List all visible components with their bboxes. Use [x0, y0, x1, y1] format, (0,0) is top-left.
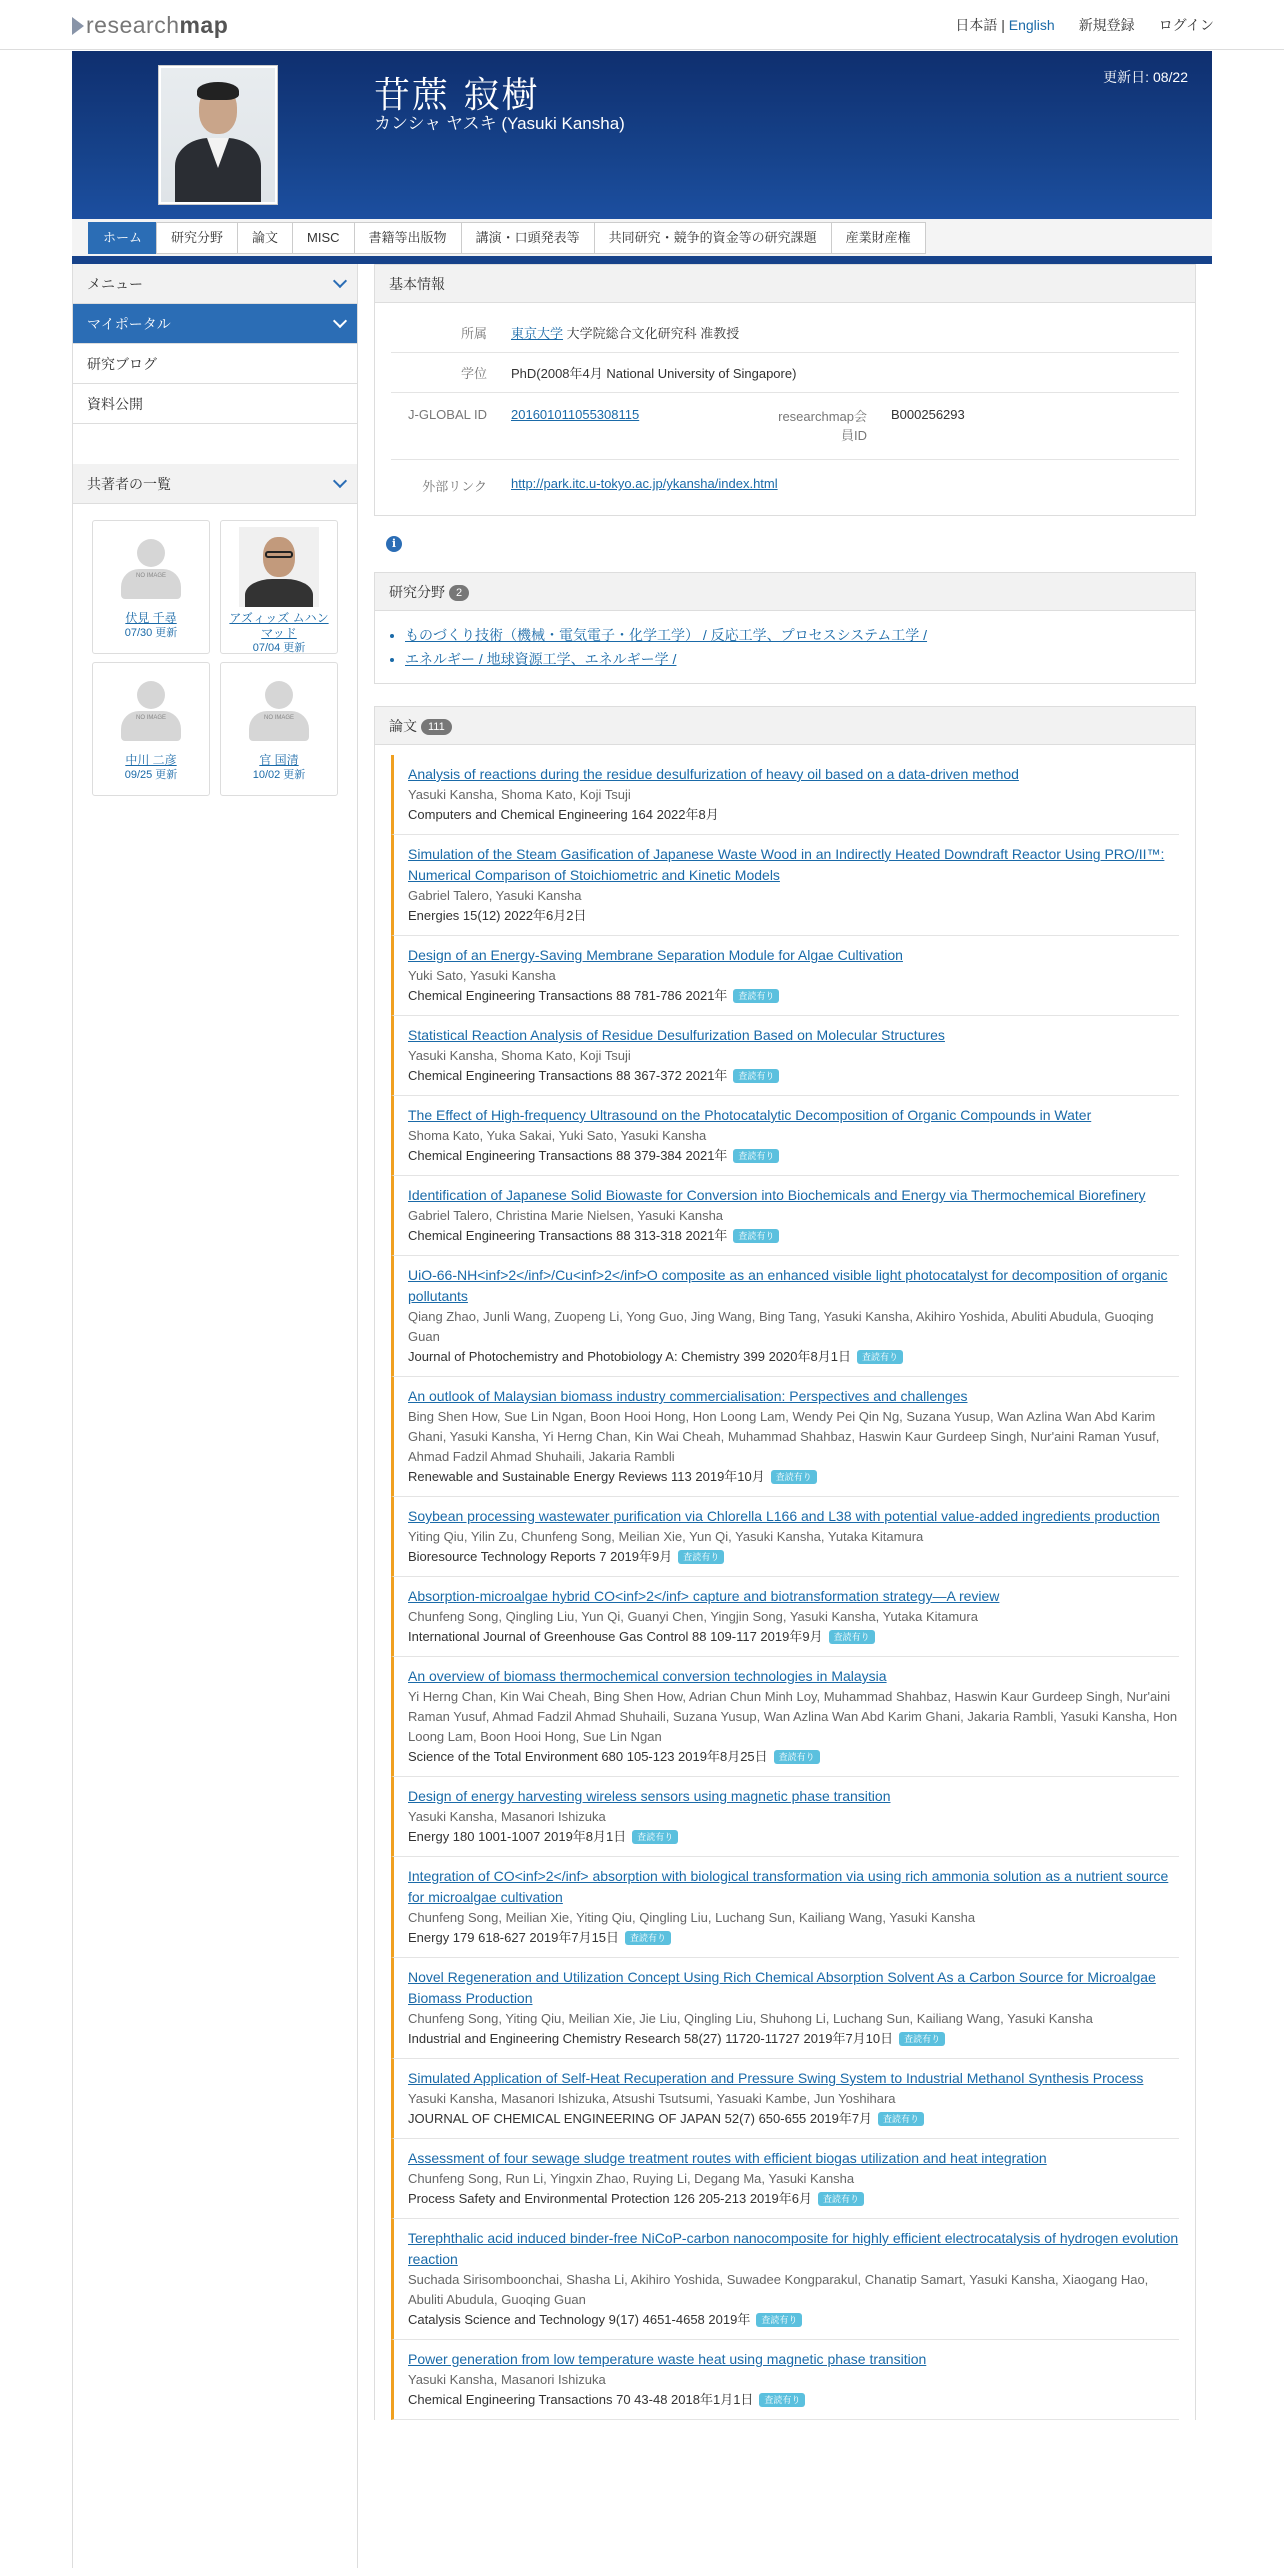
paper-title-link[interactable]: Assessment of four sewage sludge treatment routes with efficient biogas utilization and heat integration: [408, 2150, 1047, 2166]
list-item: [391, 1958, 1179, 2059]
peer-reviewed-badge: 査読有り: [756, 2313, 802, 2327]
coauthors-label: 共著者の一覧: [87, 476, 171, 492]
research-fields-title: 研究分野: [389, 584, 445, 600]
research-fields-list: [375, 611, 1195, 683]
affiliation-label: 所属: [460, 326, 487, 341]
paper-title-link[interactable]: Analysis of reactions during the residue desulfurization of heavy oil based on a data-driven method: [408, 766, 1019, 782]
list-item: [391, 1777, 1179, 1857]
paper-title-link[interactable]: Simulated Application of Self-Heat Recuperation and Pressure Swing System to Industrial Methanol Synthesis Process: [408, 2070, 1144, 2086]
sidebar-item-materials[interactable]: [73, 384, 357, 424]
paper-title-link[interactable]: Terephthalic acid induced binder-free NiCoP-carbon nanocomposite for highly efficient electrocatalysis of hydrogen evolution reaction: [408, 2230, 1179, 2267]
peer-reviewed-badge: 査読有り: [733, 1149, 779, 1163]
paper-title-link[interactable]: An outlook of Malaysian biomass industry commercialisation: Perspectives and challenges: [408, 1388, 968, 1404]
paper-title-link[interactable]: Soybean processing wastewater purification via Chlorella L166 and L38 with potential value-added ingredients production: [408, 1508, 1160, 1524]
list-item: [391, 1176, 1179, 1256]
papers-header: [375, 707, 1195, 745]
affiliation-row: [391, 313, 1179, 353]
chevron-down-icon: [333, 474, 347, 488]
coauthor-name[interactable]: アズィッズ ムハンマッド: [229, 611, 329, 640]
paper-journal-text: Computers and Chemical Engineering 164 2022年8月: [408, 807, 719, 822]
paper-journal: [408, 2029, 1179, 2049]
paper-authors: Shoma Kato, Yuka Sakai, Yuki Sato, Yasuki Kansha: [408, 1128, 707, 1143]
paper-journal-text: Bioresource Technology Reports 7 2019年9月: [408, 1549, 673, 1564]
external-link-row: [391, 460, 1179, 505]
paper-journal: [408, 2109, 1179, 2129]
paper-journal: [408, 2189, 1179, 2209]
paper-journal: [408, 1226, 1179, 1246]
avatar-placeholder: [239, 669, 319, 749]
profile-banner: [72, 51, 1212, 219]
rmid-value: B000256293: [891, 407, 965, 422]
paper-journal: [408, 906, 1179, 926]
top-links: [955, 15, 1214, 35]
list-item: [391, 2059, 1179, 2139]
rmid-label: researchmap会員ID: [778, 409, 867, 443]
paper-authors: Yiting Qiu, Yilin Zu, Chunfeng Song, Meilian Xie, Yun Qi, Yasuki Kansha, Yutaka Kitamura: [408, 1529, 924, 1544]
tab-home[interactable]: ホーム: [88, 222, 156, 254]
paper-title-link[interactable]: Statistical Reaction Analysis of Residue Desulfurization Based on Molecular Structures: [408, 1027, 945, 1043]
avatar-placeholder: [111, 669, 191, 749]
paper-journal-text: JOURNAL OF CHEMICAL ENGINEERING OF JAPAN 52(7) 650-655 2019年7月: [408, 2111, 873, 2126]
paper-authors: Gabriel Talero, Yasuki Kansha: [408, 888, 582, 903]
profile-updated: 更新日: 08/22: [1103, 69, 1188, 85]
coauthor-card[interactable]: [92, 520, 210, 654]
coauthor-updated: 09/25 更新: [124, 769, 178, 781]
paper-title-link[interactable]: An overview of biomass thermochemical conversion technologies in Malaysia: [408, 1668, 887, 1684]
lang-en-link[interactable]: English: [1008, 17, 1055, 33]
peer-reviewed-badge: 査読有り: [733, 1229, 779, 1243]
logo-suffix: map: [179, 12, 229, 38]
paper-journal: [408, 2310, 1179, 2330]
logo-prefix: research: [86, 12, 180, 38]
paper-title-link[interactable]: UiO-66-NH<inf>2</inf>/Cu<inf>2</inf>O composite as an enhanced visible light photocatalyst for decomposition of organic pollutants: [408, 1267, 1168, 1304]
paper-journal-text: Energy 180 1001-1007 2019年8月1日: [408, 1829, 627, 1844]
paper-title-link[interactable]: Design of an Energy-Saving Membrane Separation Module for Algae Cultivation: [408, 947, 903, 963]
sidebar: [72, 264, 358, 2568]
paper-title-link[interactable]: Power generation from low temperature waste heat using magnetic phase transition: [408, 2351, 927, 2367]
coauthor-card[interactable]: [92, 662, 210, 796]
paper-journal-text: Chemical Engineering Transactions 70 43-48 2018年1月1日: [408, 2392, 754, 2407]
research-fields-panel: [374, 572, 1196, 684]
logo-triangle-icon: [72, 17, 84, 35]
lang-ja-link[interactable]: 日本語: [955, 17, 998, 33]
papers-title: 論文: [389, 718, 417, 734]
paper-journal-text: Science of the Total Environment 680 105-123 2019年8月25日: [408, 1749, 768, 1764]
paper-journal: [408, 1347, 1179, 1367]
peer-reviewed-badge: 査読有り: [733, 1069, 779, 1083]
list-item: [391, 1377, 1179, 1497]
coauthor-updated: 07/04 更新: [252, 642, 306, 654]
paper-authors: Bing Shen How, Sue Lin Ngan, Boon Hooi Hong, Hon Loong Lam, Wendy Pei Qin Ng, Suzana Yusup, Wan Azlina Wan Abd Karim Ghani, Yasuki Kansha, Yi Herng Chan, Kin Wai Cheah, Muhammad Shahbaz, Haswin Kaur Gurdeep Singh, Nur'aini Raman Yusuf, Ahmad Fadzil Ahmad Shuhaili, Jakaria Rambli: [408, 1409, 1160, 1464]
paper-journal: [408, 805, 1179, 825]
paper-authors: Yasuki Kansha, Masanori Ishizuka: [408, 2372, 606, 2387]
paper-journal-text: Chemical Engineering Transactions 88 781-786 2021年: [408, 988, 728, 1003]
tab-patents[interactable]: 産業財産権: [831, 222, 926, 254]
main-content: [374, 264, 1196, 2420]
tab-research-fields[interactable]: 研究分野: [156, 222, 237, 254]
paper-journal: [408, 1747, 1179, 1767]
peer-reviewed-badge: 査読有り: [771, 1470, 817, 1484]
paper-journal: [408, 1547, 1179, 1567]
paper-journal-text: Chemical Engineering Transactions 88 367-372 2021年: [408, 1068, 728, 1083]
tab-presentations[interactable]: 講演・口頭発表等: [461, 222, 594, 254]
paper-title-link[interactable]: Design of energy harvesting wireless sensors using magnetic phase transition: [408, 1788, 891, 1804]
tab-papers[interactable]: 論文: [237, 222, 292, 254]
paper-authors: Suchada Sirisomboonchai, Shasha Li, Akihiro Yoshida, Suwadee Kongparakul, Chanatip Samart, Yasuki Kansha, Xiaogang Hao, Abuliti Abudula, Guoqing Guan: [408, 2272, 1149, 2307]
paper-title-link[interactable]: Absorption-microalgae hybrid CO<inf>2</inf> capture and biotransformation strategy—A review: [408, 1588, 1000, 1604]
peer-reviewed-badge: 査読有り: [829, 1630, 875, 1644]
tab-research-projects[interactable]: 共同研究・競争的資金等の研究課題: [594, 222, 831, 254]
peer-reviewed-badge: 査読有り: [625, 1931, 671, 1945]
paper-journal-text: International Journal of Greenhouse Gas Control 88 109-117 2019年9月: [408, 1629, 823, 1644]
tab-books[interactable]: 書籍等出版物: [354, 222, 461, 254]
paper-journal-text: Energy 179 618-627 2019年7月15日: [408, 1930, 620, 1945]
basic-info-panel: [374, 264, 1196, 516]
login-link[interactable]: ログイン: [1158, 17, 1214, 33]
menu-header[interactable]: [73, 264, 357, 304]
tab-misc[interactable]: MISC: [292, 222, 354, 254]
paper-authors: Qiang Zhao, Junli Wang, Zuopeng Li, Yong Guo, Jing Wang, Bing Tang, Yasuki Kansha, Akihiro Yoshida, Abuliti Abudula, Guoqing Guan: [408, 1309, 1154, 1344]
peer-reviewed-badge: 査読有り: [678, 1550, 724, 1564]
peer-reviewed-badge: 査読有り: [733, 989, 779, 1003]
jglobal-link[interactable]: 201601011055308115: [511, 407, 640, 422]
list-item: [405, 647, 1179, 671]
external-link[interactable]: http://park.itc.u-tokyo.ac.jp/ykansha/index.html: [511, 476, 778, 491]
paper-authors: Yasuki Kansha, Masanori Ishizuka, Atsushi Tsutsumi, Yasuaki Kambe, Jun Yoshihara: [408, 2091, 896, 2106]
paper-authors: Yuki Sato, Yasuki Kansha: [408, 968, 556, 983]
list-item: [391, 2340, 1179, 2420]
paper-journal: [408, 1827, 1179, 1847]
degree-label: 学位: [460, 366, 487, 381]
paper-journal-text: Process Safety and Environmental Protection 126 205-213 2019年6月: [408, 2191, 812, 2206]
coauthor-name[interactable]: 中川 二彦: [125, 753, 177, 767]
peer-reviewed-badge: 査読有り: [818, 2192, 864, 2206]
ids-row: [391, 393, 1179, 460]
paper-authors: Chunfeng Song, Qingling Liu, Yun Qi, Guanyi Chen, Yingjin Song, Yasuki Kansha, Yutaka Kitamura: [408, 1609, 978, 1624]
avatar-placeholder: [111, 527, 191, 607]
coauthor-updated: 07/30 更新: [124, 627, 178, 639]
affiliation-text: 大学院総合文化研究科 准教授: [563, 326, 740, 341]
language-switch: [955, 15, 1054, 35]
coauthors-header[interactable]: [73, 464, 357, 504]
paper-authors: Yasuki Kansha, Shoma Kato, Koji Tsuji: [408, 787, 631, 802]
top-bar: [0, 0, 1284, 50]
peer-reviewed-badge: 査読有り: [774, 1750, 820, 1764]
basic-info-title: 基本情報: [375, 265, 1195, 303]
paper-journal: [408, 1066, 1179, 1086]
chevron-down-icon: [333, 314, 347, 328]
sidebar-item-label: 資料公開: [87, 396, 143, 412]
list-item: [391, 1256, 1179, 1377]
papers-list: [375, 745, 1195, 2420]
paper-authors: Chunfeng Song, Run Li, Yingxin Zhao, Ruying Li, Degang Ma, Yasuki Kansha: [408, 2171, 855, 2186]
degree-row: [391, 353, 1179, 393]
peer-reviewed-badge: 査読有り: [878, 2112, 924, 2126]
info-spacer: [374, 516, 1196, 572]
research-field-link[interactable]: ものづくり技術（機械・電気電子・化学工学） / 反応工学、プロセスシステム工学 /: [405, 627, 928, 643]
coauthor-card[interactable]: [220, 520, 338, 654]
menu-label: メニュー: [87, 276, 143, 292]
sidebar-item-my-portal[interactable]: [73, 304, 357, 344]
paper-authors: Yasuki Kansha, Shoma Kato, Koji Tsuji: [408, 1048, 631, 1063]
paper-title-link[interactable]: Integration of CO<inf>2</inf> absorption with biological transformation via using rich ammonia solution as a nutrient source for microalgae cultivation: [408, 1868, 1169, 1905]
paper-authors: Yasuki Kansha, Masanori Ishizuka: [408, 1809, 606, 1824]
list-item: [391, 2139, 1179, 2219]
peer-reviewed-badge: 査読有り: [899, 2032, 945, 2046]
peer-reviewed-badge: 査読有り: [857, 1350, 903, 1364]
avatar: [239, 527, 319, 607]
research-field-link[interactable]: エネルギー / 地球資源工学、エネルギー学 /: [405, 651, 677, 667]
list-item: [391, 755, 1179, 835]
sidebar-item-label: マイポータル: [87, 316, 171, 332]
list-item: [391, 1096, 1179, 1176]
list-item: [391, 835, 1179, 936]
chevron-down-icon: [333, 274, 347, 288]
coauthor-card[interactable]: [220, 662, 338, 796]
paper-journal-text: Industrial and Engineering Chemistry Research 58(27) 11720-11727 2019年7月10日: [408, 2031, 894, 2046]
paper-journal: [408, 1146, 1179, 1166]
paper-journal-text: Energies 15(12) 2022年6月2日: [408, 908, 587, 923]
list-item: [391, 936, 1179, 1016]
researchmap-logo[interactable]: [72, 12, 228, 39]
list-item: [391, 1657, 1179, 1777]
coauthor-updated: 10/02 更新: [252, 769, 306, 781]
research-fields-header: [375, 573, 1195, 611]
basic-info-body: [375, 303, 1195, 515]
profile-name-kana: カンシャ ヤスキ (Yasuki Kansha): [374, 114, 625, 133]
count-badge: 2: [449, 585, 469, 601]
coauthor-name[interactable]: 官 国清: [259, 753, 299, 767]
coauthors-grid: [73, 504, 357, 796]
paper-title-link[interactable]: Identification of Japanese Solid Biowaste for Conversion into Biochemicals and Energy via Thermochemical Biorefinery: [408, 1187, 1146, 1203]
lang-separator: |: [997, 17, 1009, 33]
sidebar-item-blog[interactable]: [73, 344, 357, 384]
list-item: [391, 1016, 1179, 1096]
paper-title-link[interactable]: Simulation of the Steam Gasification of Japanese Waste Wood in an Indirectly Heated Downdraft Reactor Using PRO/II™: Numerical Comparison of Stoichiometric and Kinetic Models: [408, 846, 1165, 883]
profile-name-ja: 苷蔗 寂樹: [374, 75, 540, 116]
list-item: [391, 1857, 1179, 1958]
paper-authors: Chunfeng Song, Meilian Xie, Yiting Qiu, Qingling Liu, Luchang Sun, Kailiang Wang, Yasuki Kansha: [408, 1910, 976, 1925]
paper-journal: [408, 2390, 1179, 2410]
list-item: [391, 1577, 1179, 1657]
peer-reviewed-badge: 査読有り: [759, 2393, 805, 2407]
jglobal-label: J-GLOBAL ID: [408, 407, 487, 422]
list-item: [391, 1497, 1179, 1577]
paper-authors: Gabriel Talero, Christina Marie Nielsen, Yasuki Kansha: [408, 1208, 724, 1223]
paper-journal-text: Journal of Photochemistry and Photobiology A: Chemistry 399 2020年8月1日: [408, 1349, 851, 1364]
list-item: [405, 623, 1179, 647]
profile-photo: [158, 65, 278, 205]
paper-journal-text: Renewable and Sustainable Energy Reviews 113 2019年10月: [408, 1469, 765, 1484]
external-link-label: 外部リンク: [422, 479, 487, 494]
paper-journal-text: Catalysis Science and Technology 9(17) 4651-4658 2019年: [408, 2312, 751, 2327]
paper-authors: Chunfeng Song, Yiting Qiu, Meilian Xie, Jie Liu, Qingling Liu, Shuhong Li, Luchang Sun, Kailiang Wang, Yasuki Kansha: [408, 2011, 1093, 2026]
paper-journal-text: Chemical Engineering Transactions 88 313-318 2021年: [408, 1228, 728, 1243]
sidebar-item-label: 研究ブログ: [87, 356, 157, 372]
register-link[interactable]: 新規登録: [1078, 17, 1135, 33]
paper-journal: [408, 986, 1179, 1006]
profile-tabs: [72, 219, 1212, 264]
paper-journal: [408, 1467, 1179, 1487]
affiliation-link[interactable]: 東京大学: [511, 326, 564, 341]
paper-title-link[interactable]: The Effect of High-frequency Ultrasound on the Photocatalytic Decomposition of Organic Compounds in Water: [408, 1107, 1092, 1123]
paper-journal: [408, 1928, 1179, 1948]
info-icon[interactable]: i: [386, 536, 402, 552]
degree-value: PhD(2008年4月 National University of Singapore): [511, 366, 797, 381]
paper-journal: [408, 1627, 1179, 1647]
paper-title-link[interactable]: Novel Regeneration and Utilization Concept Using Rich Chemical Absorption Solvent As a Carbon Source for Microalgae Biomass Production: [408, 1969, 1156, 2006]
coauthor-name[interactable]: 伏見 千尋: [125, 611, 177, 625]
paper-authors: Yi Herng Chan, Kin Wai Cheah, Bing Shen How, Adrian Chun Minh Loy, Muhammad Shahbaz, Haswin Kaur Gurdeep Singh, Nur'aini Raman Yusuf, Ahmad Fadzil Ahmad Shuhaili, Suzana Yusup, Wan Azlina Wan Abd Karim Ghani, Jakaria Rambli, Yasuki Kansha, Hon Loong Lam, Boon Hooi Hong, Sue Lin Ngan: [408, 1689, 1178, 1744]
papers-panel: [374, 706, 1196, 2420]
peer-reviewed-badge: 査読有り: [632, 1830, 678, 1844]
list-item: [391, 2219, 1179, 2340]
paper-journal-text: Chemical Engineering Transactions 88 379-384 2021年: [408, 1148, 728, 1163]
count-badge: 111: [421, 719, 452, 735]
